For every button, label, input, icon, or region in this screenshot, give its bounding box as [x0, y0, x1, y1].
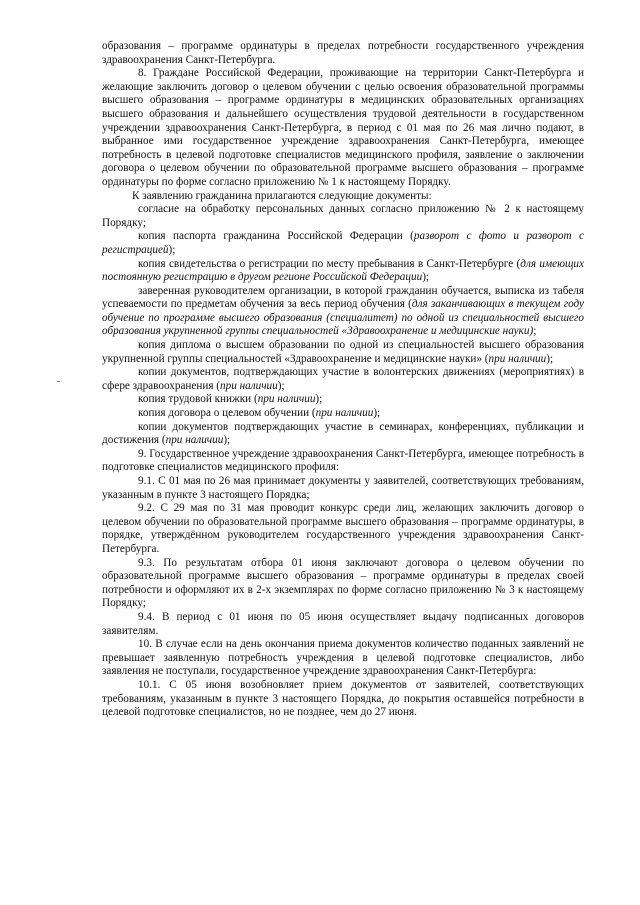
paragraph-text: 10. В случае если на день окончания приема документов количество поданных заявлений не превышает заявленную потребность учреждения в целевой подготовке специалистов, либо заявления не поступали, государственное учреждение здравоохранения Санкт-Петербурга:: [102, 638, 584, 678]
paragraph: [102, 339, 584, 366]
paragraph-text: 10.1. С 05 июня возобновляет прием документов от заявителей, соответствующих требованиям, указанным в пункте 3 настоящего Порядка, до покрытия оставшейся потребности в целевой подготовке специалистов, но не позднее, чем до 27 июня.: [102, 678, 584, 719]
paragraph-text: копии документов подтверждающих участие в семинарах, конференциях, публикации и достижения (: [102, 420, 584, 447]
paragraph: [102, 502, 584, 556]
paragraph: [102, 67, 584, 189]
paragraph-text: копия паспорта гражданина Российской Федерации (: [138, 230, 414, 243]
paragraph-text: 9. Государственное учреждение здравоохранения Санкт-Петербурга, имеющее потребность в подготовке специалистов медицинского профиля:: [102, 447, 584, 474]
paragraph-text: );: [168, 243, 176, 256]
paragraph-text: копия договора о целевом обучении (: [138, 407, 316, 420]
paragraph-text: 9.4. В период с 01 июня по 05 июня осуществляет выдачу подписанных договоров заявителям.: [102, 610, 584, 637]
paragraph: [102, 285, 584, 339]
paragraph-text: 9.2. С 29 мая по 31 мая проводит конкурс среди лиц, желающих заключить договор о целевом обучении по образовательной программе высшего образования – программе ординатуры, в порядке, утверждённом руководителем государственного учреждения здравоохранения Санкт-Петербурга.: [102, 502, 584, 555]
paragraph-text: );: [223, 434, 231, 447]
paragraph-text: К заявлению гражданина прилагаются следующие документы:: [132, 189, 432, 202]
italic-text: для заканчивающих в текущем году обучение по программе высшего образования (специалитет) по одной из специальностей высшего образования укрупненной группы специальностей «Здравоохранение и медицинские науки): [102, 298, 584, 338]
paragraph: [102, 366, 584, 393]
paragraph-text: );: [315, 393, 323, 406]
italic-text: при наличии: [220, 379, 278, 392]
paragraph: [102, 611, 584, 638]
paragraph-text: копия свидетельства о регистрации по месту пребывания в Санкт-Петербурге (: [138, 257, 521, 270]
paragraph: [102, 230, 584, 257]
paragraph-text: 8. Граждане Российской Федерации, проживающие на территории Санкт-Петербурга и желающие заключить договор о целевом обучении с целью освоения образовательной программы высшего образования – программе ординатуры в медицинских образовательных организациях высшего образования и дальнейшего осуществления трудовой деятельности в государственном учреждении здравоохранения Санкт-Петербурга, в период с 01 мая по 26 мая лично подают, в выбранное ими государственное учреждение здравоохранения Санкт-Петербурга, имеющее потребность в целевой подготовке специалистов медицинского профиля, заявление о заключении договора о целевом обучении по образовательной программе высшего образования – программе ординатуры по форме согласно приложению № 1 к настоящему Порядку.: [102, 67, 584, 188]
paragraph: [102, 203, 584, 230]
paragraph-text: 9.1. С 01 мая по 26 мая принимает документы у заявителей, соответствующих требованиям, указанным в пункте 3 настоящего Порядка;: [102, 475, 584, 501]
paragraph: [102, 679, 584, 720]
italic-text: при наличии: [488, 352, 547, 365]
paragraph-text: заверенная руководителем организации, в которой гражданин обучается, выписка из табеля успеваемости по предметам обучения за весь период обучения (: [102, 284, 584, 311]
paragraph: [102, 190, 584, 204]
paragraph-text: ;: [533, 325, 537, 338]
paragraph-text: копия трудовой книжки (: [138, 393, 258, 406]
paragraph-text: );: [277, 379, 285, 392]
paragraph-text: образования – программе ординатуры в пределах потребности государственного учреждения здравоохранения Санкт-Петербурга.: [102, 40, 584, 66]
paragraph-text: );: [373, 407, 381, 420]
paragraph-text: согласие на обработку персональных данных согласно приложению № 2 к настоящему Порядку;: [102, 203, 584, 229]
paragraph: [102, 638, 584, 679]
paragraph-text: 9.3. По результатам отбора 01 июня заключают договора о целевом обучении по образовательной программе высшего образования – программе ординатуры в пределах своей потребности и оформляют их в 2-х экземплярах по форме согласно приложению № 3 к настоящему Порядку;: [102, 556, 584, 610]
paragraph: [102, 475, 584, 502]
italic-text: при наличии: [165, 434, 224, 447]
italic-text: при наличии: [315, 407, 374, 420]
paragraph-text: );: [422, 271, 430, 284]
paragraph: [102, 557, 584, 611]
italic-text: разворот с фото и разворот с регистрацией: [102, 230, 584, 256]
document-page: [102, 40, 584, 720]
paragraph: [102, 258, 584, 285]
paragraph: [102, 393, 584, 407]
italic-text: для имеющих постоянную регистрацию в другом регионе Российской Федерации: [102, 257, 584, 284]
paragraph: [102, 448, 584, 475]
paragraph-text: копия диплома о высшем образовании по одной из специальностей высшего образования укрупненной группы специальностей «Здравоохранение и медицинские науки» (: [102, 339, 584, 365]
paragraph: [102, 421, 584, 448]
paragraph: [102, 407, 584, 421]
paragraph-text: копии документов, подтверждающих участие в волонтерских движениях (мероприятиях) в сфере здравоохранения (: [102, 366, 584, 392]
italic-text: при наличии: [257, 393, 316, 406]
scan-margin-mark: [57, 381, 60, 382]
paragraph: [102, 40, 584, 67]
paragraph-text: );: [546, 352, 554, 365]
